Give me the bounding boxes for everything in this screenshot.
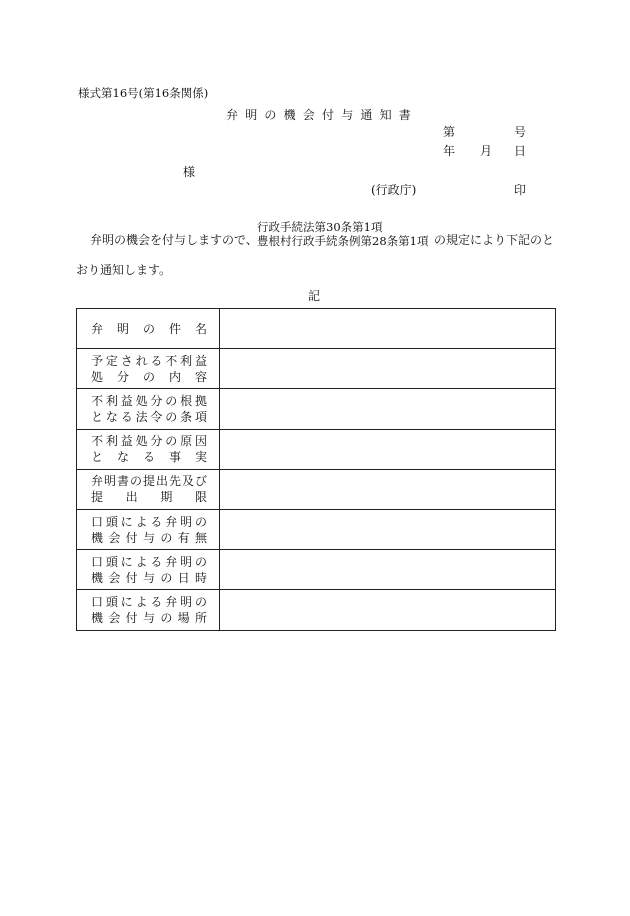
row-label-line: 予定される不利益 (91, 353, 207, 368)
value-cell (220, 550, 556, 590)
row-label-line: 口頭による弁明の (91, 594, 207, 609)
law-reference-1: 行政手続法第30条第1項 (257, 220, 383, 234)
row-label-line: 機会付与の場所 (91, 610, 207, 625)
row-label-line: となる事実 (91, 450, 207, 465)
details-table (76, 308, 556, 631)
table-row (77, 389, 556, 429)
table-row (77, 509, 556, 549)
row-label-line: 機会付与の有無 (91, 530, 207, 545)
document-title: 弁明の機会付与通知書 (226, 108, 419, 122)
row-label-line: となる法令の条項 (91, 409, 207, 424)
row-label-line: 口頭による弁明の (91, 514, 207, 529)
row-label-line: 弁明の件名 (91, 321, 207, 336)
value-cell (220, 349, 556, 389)
row-label-line: 機会付与の日時 (91, 570, 207, 585)
value-cell (220, 469, 556, 509)
issuing-agency: (行政庁) (371, 183, 417, 197)
value-cell (220, 309, 556, 349)
year-label: 年 (443, 144, 456, 158)
month-label: 月 (480, 144, 493, 158)
row-label-line: 弁明書の提出先及び (91, 474, 207, 489)
value-cell (220, 389, 556, 429)
law-reference-stack (257, 220, 428, 248)
seal-mark: 印 (514, 183, 527, 197)
body-continuation: の規定により下記のと (434, 233, 555, 247)
row-label-line: 処分の内容 (91, 369, 207, 384)
recipient-honorific: 様 (183, 165, 196, 179)
value-cell (220, 429, 556, 469)
row-label (77, 590, 220, 630)
row-label (77, 429, 220, 469)
row-label (77, 349, 220, 389)
table-row (77, 550, 556, 590)
law-reference-2: 豊根村行政手続条例第28条第1項 (257, 234, 429, 248)
row-label-line: 不利益処分の根拠 (91, 393, 207, 408)
row-label-line: 口頭による弁明の (91, 554, 207, 569)
row-label-line: 不利益処分の原因 (91, 434, 207, 449)
row-label-line: 提出期限 (91, 490, 207, 505)
table-row (77, 469, 556, 509)
value-cell (220, 509, 556, 549)
value-cell (220, 590, 556, 630)
table-row (77, 349, 556, 389)
day-label: 日 (514, 144, 527, 158)
row-label (77, 389, 220, 429)
record-mark: 記 (308, 289, 321, 303)
body-line-2: おり通知します。 (76, 263, 172, 277)
body-intro: 弁明の機会を付与しますので、 (90, 233, 258, 247)
table-row (77, 429, 556, 469)
table-row (77, 309, 556, 349)
row-label (77, 469, 220, 509)
row-label (77, 309, 220, 349)
row-label (77, 550, 220, 590)
number-prefix: 第 (443, 125, 456, 139)
row-label (77, 509, 220, 549)
form-number-label: 様式第16号(第16条関係) (78, 86, 209, 100)
number-suffix: 号 (514, 125, 527, 139)
table-row (77, 590, 556, 630)
